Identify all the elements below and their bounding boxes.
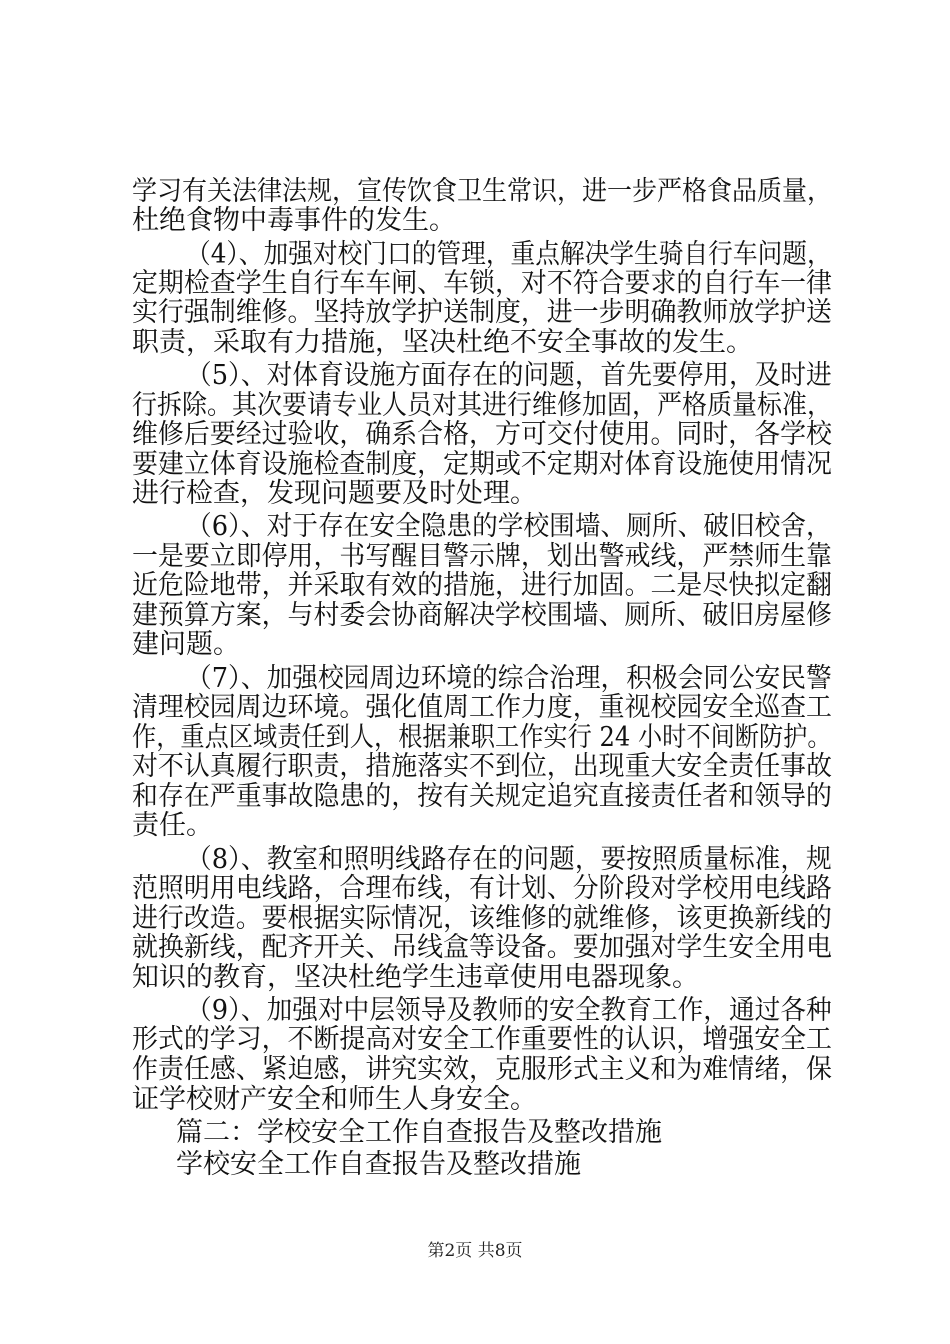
text-line-25: 进行改造。要根据实际情况，该维修的就维修，该更换新线的 <box>132 903 832 934</box>
text-line-03: （4）、加强对校门口的管理，重点解决学生骑自行车问题， <box>186 239 832 270</box>
text-line-11: 进行检查，发现问题要及时处理。 <box>132 478 537 509</box>
text-line-19: 作，重点区域责任到人，根据兼职工作实行 24 小时不间断防护。 <box>132 722 832 753</box>
text-line-10: 要建立体育设施检查制度，定期或不定期对体育设施使用情况 <box>132 449 832 480</box>
section-title: 学校安全工作自查报告及整改措施 <box>176 1149 581 1180</box>
text-line-29: 形式的学习，不断提高对安全工作重要性的认识，增强安全工 <box>132 1024 832 1055</box>
text-line-27: 知识的教育，坚决杜绝学生违章使用电器现象。 <box>132 962 699 993</box>
text-line-24: 范照明用电线路，合理布线，有计划、分阶段对学校用电线路 <box>132 873 832 904</box>
text-line-26: 就换新线，配齐开关、吊线盒等设备。要加强对学生安全用电 <box>132 932 832 963</box>
text-line-15: 建预算方案，与村委会协商解决学校围墙、厕所、破旧房屋修 <box>132 600 832 631</box>
text-line-30: 作责任感、紧迫感，讲究实效，克服形式主义和为难情绪，保 <box>132 1054 832 1085</box>
text-line-20: 对不认真履行职责，措施落实不到位，出现重大安全责任事故 <box>132 751 832 782</box>
text-line-08: 行拆除。其次要请专业人员对其进行维修加固，严格质量标准， <box>132 390 832 421</box>
text-line-17: （7）、加强校园周边环境的综合治理，积极会同公安民警 <box>186 663 832 694</box>
text-line-23: （8）、教室和照明线路存在的问题，要按照质量标准，规 <box>186 844 832 875</box>
text-line-18: 清理校园周边环境。强化值周工作力度，重视校园安全巡查工 <box>132 692 832 723</box>
text-line-02: 杜绝食物中毒事件的发生。 <box>132 205 456 236</box>
page-number-footer: 第2页 共8页 <box>427 1241 523 1261</box>
text-line-22: 责任。 <box>132 810 213 841</box>
text-line-21: 和存在严重事故隐患的，按有关规定追究直接责任者和领导的 <box>132 781 832 812</box>
text-line-01: 学习有关法律法规，宣传饮食卫生常识，进一步严格食品质量， <box>132 176 832 207</box>
text-line-09: 维修后要经过验收，确系合格，方可交付使用。同时，各学校 <box>132 419 832 450</box>
text-line-28: （9）、加强对中层领导及教师的安全教育工作，通过各种 <box>186 995 832 1026</box>
text-line-16: 建问题。 <box>132 629 240 660</box>
text-line-13: 一是要立即停用，书写醒目警示牌，划出警戒线，严禁师生靠 <box>132 541 832 572</box>
text-line-07: （5）、对体育设施方面存在的问题，首先要停用，及时进 <box>186 360 832 391</box>
text-line-04: 定期检查学生自行车车闸、车锁，对不符合要求的自行车一律 <box>132 268 832 299</box>
text-line-06: 职责，采取有力措施，坚决杜绝不安全事故的发生。 <box>132 327 753 358</box>
text-line-05: 实行强制维修。坚持放学护送制度，进一步明确教师放学护送 <box>132 297 832 328</box>
text-line-14: 近危险地带，并采取有效的措施，进行加固。二是尽快拟定翻 <box>132 570 832 601</box>
text-line-31: 证学校财产安全和师生人身安全。 <box>132 1084 537 1115</box>
section-heading: 篇二：学校安全工作自查报告及整改措施 <box>176 1117 662 1148</box>
text-line-12: （6）、对于存在安全隐患的学校围墙、厕所、破旧校舍， <box>186 511 832 542</box>
